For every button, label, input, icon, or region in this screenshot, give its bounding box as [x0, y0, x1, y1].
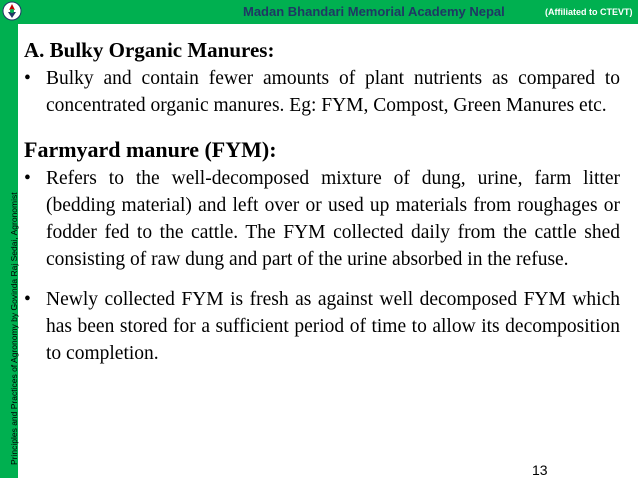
fym-bullet-1-text: Refers to the well-decomposed mixture of dung, urine, farm litter (bedding material) and left over or used up materials from roughages or fodder fed to the cattle. The FYM collected daily from the cattle shed consisting of raw dung and part of the urine absorbed in the refuse.	[46, 168, 620, 270]
bullet-marker: •	[24, 289, 31, 310]
section-a-bullet	[24, 65, 620, 119]
fym-bullet-1	[24, 165, 620, 273]
fym-bullet-2	[24, 286, 620, 367]
section-a-bullet-text: Bulky and contain fewer amounts of plant nutrients as compared to concentrated organic manures. Eg: FYM, Compost, Green Manures etc.	[46, 68, 620, 116]
slide-content	[24, 36, 620, 367]
fym-bullet-2-text: Newly collected FYM is fresh as against well decomposed FYM which has been stored for a sufficient period of time to allow its decomposition to completion.	[46, 289, 620, 364]
institution-name: Madan Bhandari Memorial Academy Nepal	[243, 4, 505, 19]
header-bar	[0, 0, 638, 24]
bullet-marker: •	[24, 168, 31, 189]
affiliation-label: (Affiliated to CTEVT)	[545, 7, 633, 17]
bullet-marker: •	[24, 68, 31, 89]
section-a-heading: A. Bulky Organic Manures:	[24, 38, 275, 62]
page-number: 13	[532, 462, 548, 478]
institution-emblem-icon	[2, 1, 22, 21]
sidebar-credit-text: Principles and Practices of Agronomy by Govinda Raj Sedai, Agronomist	[9, 192, 19, 465]
fym-heading: Farmyard manure (FYM):	[24, 137, 277, 162]
